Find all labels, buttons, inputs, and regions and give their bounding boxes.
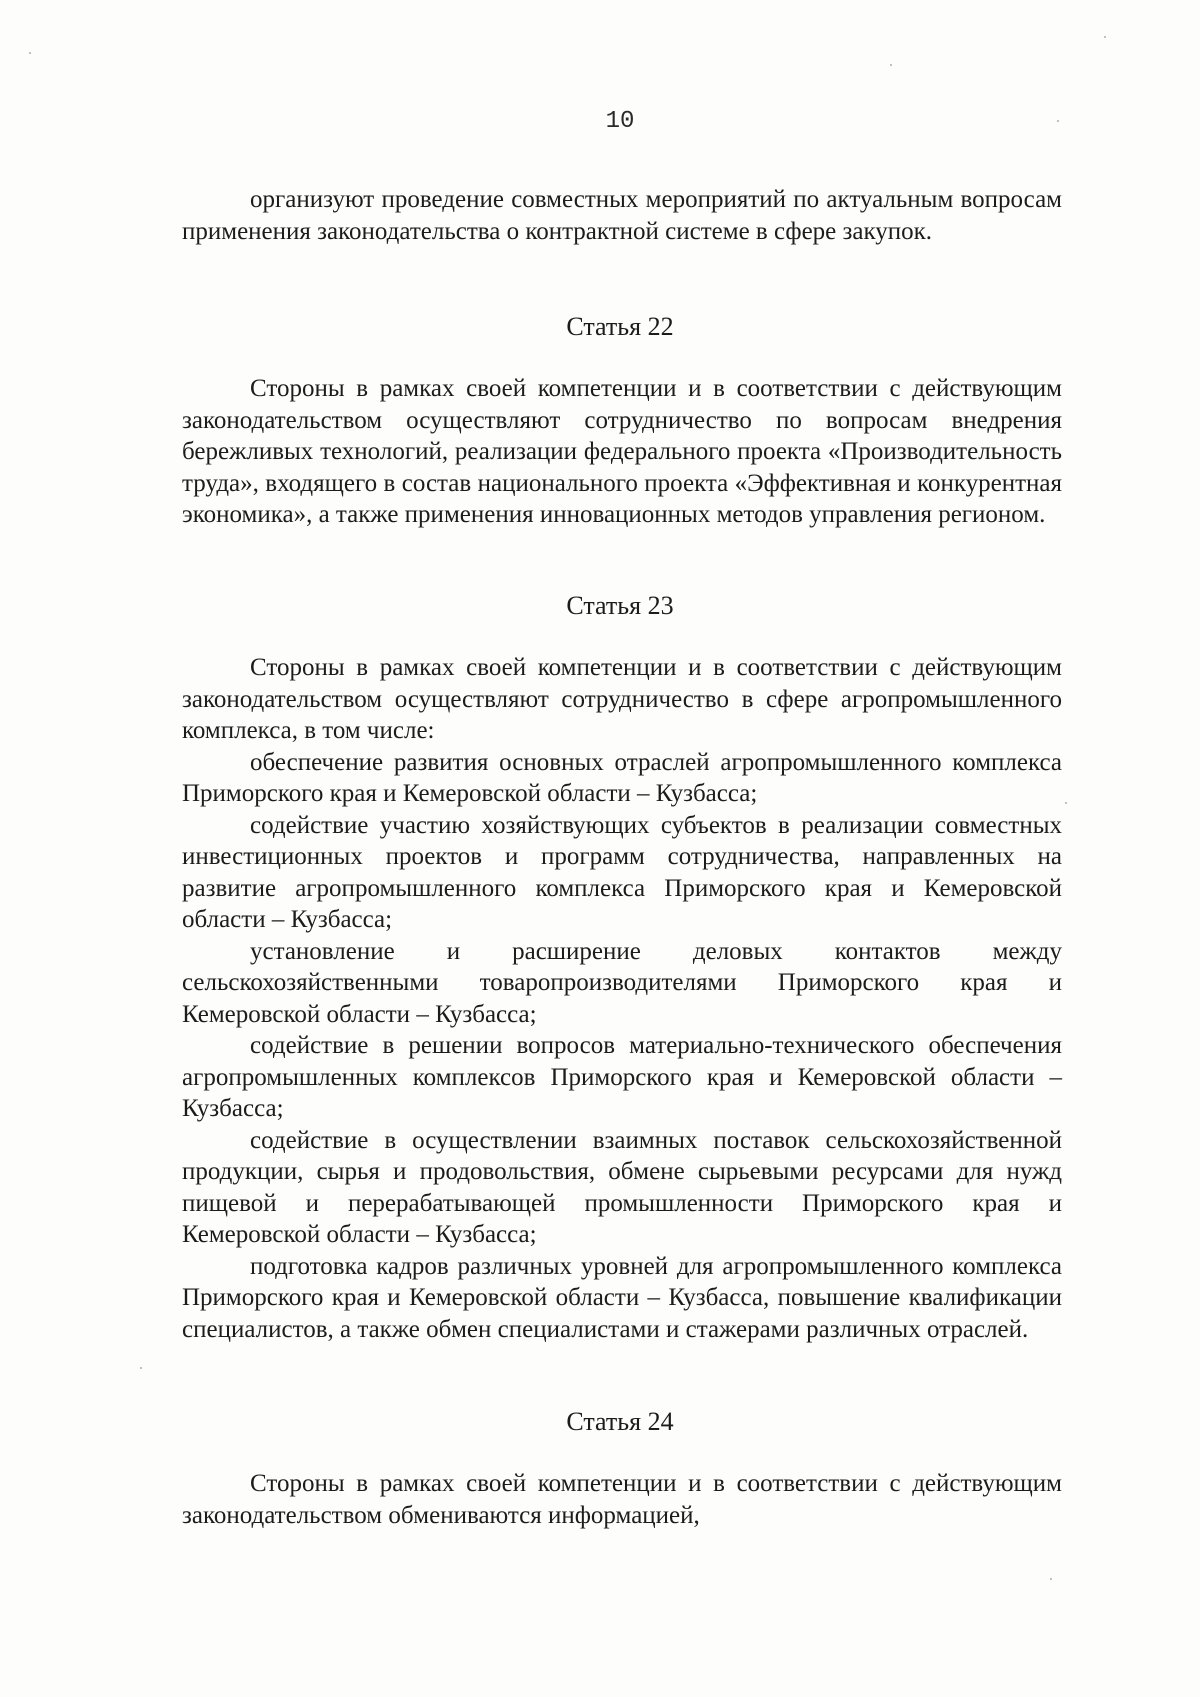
scan-speck xyxy=(1104,36,1106,38)
article-22-body xyxy=(182,373,1062,531)
scan-speck xyxy=(1065,802,1067,804)
article-23-paragraph-7: подготовка кадров различных уровней для агропромышленного комплекса Приморского края и Кемеровской области – Кузбасса, повышение квалификации специалистов, а также обмен специалистами и стажерами различных отраслей. xyxy=(182,1252,1062,1343)
article-24-body xyxy=(182,1468,1062,1531)
scan-speck xyxy=(140,1367,142,1369)
article-23-paragraph-2: обеспечение развития основных отраслей агропромышленного комплекса Приморского края и Кемеровской области – Кузбасса; xyxy=(182,748,1062,807)
article-23-paragraph-1: Стороны в рамках своей компетенции и в соответствии с действующим законодательством осуществляют сотрудничество в сфере агропромышленного комплекса, в том числе: xyxy=(182,654,1062,744)
article-23-paragraph-4: установление и расширение деловых контактов между сельскохозяйственными товаропроизводителями Приморского края и Кемеровской области – Кузбасса; xyxy=(182,937,1062,1028)
article-23-body xyxy=(182,652,1062,1345)
scan-speck xyxy=(1057,120,1059,122)
scan-speck xyxy=(1050,1578,1052,1580)
intro-paragraph: организуют проведение совместных мероприятий по актуальным вопросам применения законодательства о контрактной системе в сфере закупок. xyxy=(182,186,1062,245)
article-22-paragraph-1: Стороны в рамках своей компетенции и в соответствии с действующим законодательством осуществляют сотрудничество по вопросам внедрения бережливых технологий, реализации федерального проекта «Производительность труда», входящего в состав национального проекта «Эффективная и конкурентная экономика», а также применения инновационных методов управления регионом. xyxy=(182,375,1062,528)
scan-speck xyxy=(29,52,31,54)
scan-speck xyxy=(890,64,892,66)
article-23-paragraph-5: содействие в решении вопросов материально-технического обеспечения агропромышленных комплексов Приморского края и Кемеровской области – Кузбасса; xyxy=(182,1032,1062,1122)
intro-paragraph-block xyxy=(182,184,1062,247)
article-23-heading: Статья 23 xyxy=(566,591,674,620)
article-23-paragraph-3: содействие участию хозяйствующих субъектов в реализации совместных инвестиционных проектов и программ сотрудничества, направленных на развитие агропромышленного комплекса Приморского края и Кемеровской области – Кузбасса; xyxy=(182,811,1062,933)
article-24-paragraph-1: Стороны в рамках своей компетенции и в соответствии с действующим законодательством обмениваются информацией, xyxy=(182,1470,1062,1529)
article-23-paragraph-6: содействие в осуществлении взаимных поставок сельскохозяйственной продукции, сырья и продовольствия, обмене сырьевыми ресурсами для нужд пищевой и перерабатывающей промышленности Приморского края и Кемеровской области – Кузбасса; xyxy=(182,1126,1062,1248)
article-24-heading: Статья 24 xyxy=(566,1407,674,1436)
article-22-heading: Статья 22 xyxy=(566,312,674,341)
page-number: 10 xyxy=(605,108,635,135)
